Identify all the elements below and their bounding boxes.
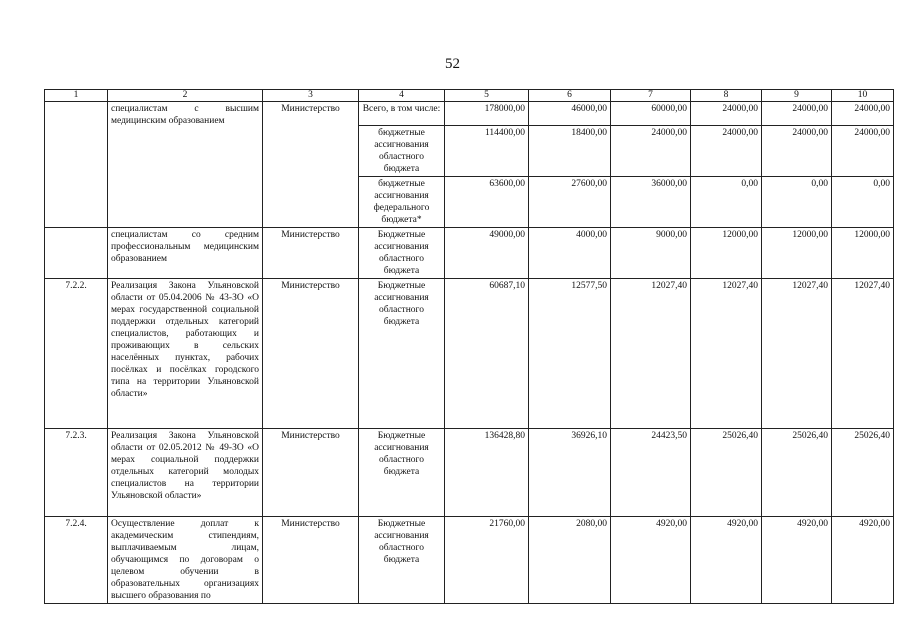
funding-source: Бюджетные ассигнования областного бюджета [359, 279, 445, 429]
table-row [45, 517, 894, 604]
column-number: 9 [762, 90, 832, 102]
column-number: 10 [832, 90, 894, 102]
value-cell: 36926,10 [529, 429, 611, 517]
value-cell: 0,00 [691, 177, 762, 228]
funding-source: Бюджетные ассигнования областного бюджета [359, 517, 445, 604]
value-cell: 25026,40 [762, 429, 832, 517]
funding-source: Всего, в том числе: [359, 102, 445, 126]
row-ministry: Министерство [263, 102, 359, 228]
value-cell: 25026,40 [832, 429, 894, 517]
value-cell: 24000,00 [832, 102, 894, 126]
value-cell: 0,00 [832, 177, 894, 228]
budget-table [44, 89, 894, 604]
column-number: 7 [611, 90, 691, 102]
value-cell: 136428,80 [445, 429, 529, 517]
value-cell: 25026,40 [691, 429, 762, 517]
table-row [45, 102, 894, 126]
value-cell: 4920,00 [611, 517, 691, 604]
row-code: 7.2.2. [45, 279, 108, 429]
value-cell: 12000,00 [832, 228, 894, 279]
column-number: 3 [263, 90, 359, 102]
value-cell: 27600,00 [529, 177, 611, 228]
row-code: 7.2.4. [45, 517, 108, 604]
row-code [45, 102, 108, 228]
value-cell: 24000,00 [832, 126, 894, 177]
table-row [45, 228, 894, 279]
value-cell: 12000,00 [762, 228, 832, 279]
value-cell: 49000,00 [445, 228, 529, 279]
value-cell: 21760,00 [445, 517, 529, 604]
value-cell: 4920,00 [832, 517, 894, 604]
row-ministry: Министерство [263, 429, 359, 517]
value-cell: 12027,40 [762, 279, 832, 429]
value-cell: 114400,00 [445, 126, 529, 177]
value-cell: 12577,50 [529, 279, 611, 429]
value-cell: 12000,00 [691, 228, 762, 279]
table-row [45, 279, 894, 429]
value-cell: 4000,00 [529, 228, 611, 279]
column-number: 6 [529, 90, 611, 102]
value-cell: 4920,00 [762, 517, 832, 604]
row-code: 7.2.3. [45, 429, 108, 517]
row-description: специалистам со средним профессиональным медицинским образованием [108, 228, 263, 279]
value-cell: 60687,10 [445, 279, 529, 429]
row-ministry: Министерство [263, 228, 359, 279]
value-cell: 0,00 [762, 177, 832, 228]
funding-source: Бюджетные ассигнования областного бюджета [359, 429, 445, 517]
row-description: Реализация Закона Ульяновской области от 05.04.2006 № 43-ЗО «О мерах государственной социальной поддержки отдельных категорий специалистов, работающих и проживающих в сельских населённых пунктах, рабочих посёлках и посёлках городского типа на территории Ульяновской области» [108, 279, 263, 429]
row-ministry: Министерство [263, 279, 359, 429]
value-cell: 24000,00 [691, 102, 762, 126]
value-cell: 24000,00 [762, 102, 832, 126]
column-number: 4 [359, 90, 445, 102]
value-cell: 24000,00 [691, 126, 762, 177]
value-cell: 24000,00 [611, 126, 691, 177]
value-cell: 4920,00 [691, 517, 762, 604]
row-description: Реализация Закона Ульяновской области от 02.05.2012 № 49-ЗО «О мерах социальной поддержки отдельных категорий молодых специалистов на территории Ульяновской области» [108, 429, 263, 517]
value-cell: 36000,00 [611, 177, 691, 228]
row-ministry: Министерство [263, 517, 359, 604]
value-cell: 12027,40 [691, 279, 762, 429]
value-cell: 2080,00 [529, 517, 611, 604]
value-cell: 12027,40 [611, 279, 691, 429]
funding-source: бюджетные ассигнования федерального бюджета* [359, 177, 445, 228]
table-row [45, 429, 894, 517]
column-number-row [45, 90, 894, 102]
funding-source: Бюджетные ассигнования областного бюджета [359, 228, 445, 279]
value-cell: 9000,00 [611, 228, 691, 279]
value-cell: 46000,00 [529, 102, 611, 126]
column-number: 5 [445, 90, 529, 102]
funding-source: бюджетные ассигнования областного бюджета [359, 126, 445, 177]
value-cell: 178000,00 [445, 102, 529, 126]
column-number: 1 [45, 90, 108, 102]
value-cell: 18400,00 [529, 126, 611, 177]
page-number: 52 [445, 56, 460, 72]
value-cell: 60000,00 [611, 102, 691, 126]
row-description: специалистам с высшим медицинским образованием [108, 102, 263, 228]
value-cell: 63600,00 [445, 177, 529, 228]
value-cell: 24000,00 [762, 126, 832, 177]
row-description: Осуществление доплат к академическим стипендиям, выплачиваемым лицам, обучающимся по договорам о целевом обучении в образовательных организациях высшего образования по [108, 517, 263, 604]
column-number: 8 [691, 90, 762, 102]
value-cell: 24423,50 [611, 429, 691, 517]
value-cell: 12027,40 [832, 279, 894, 429]
row-code [45, 228, 108, 279]
column-number: 2 [108, 90, 263, 102]
